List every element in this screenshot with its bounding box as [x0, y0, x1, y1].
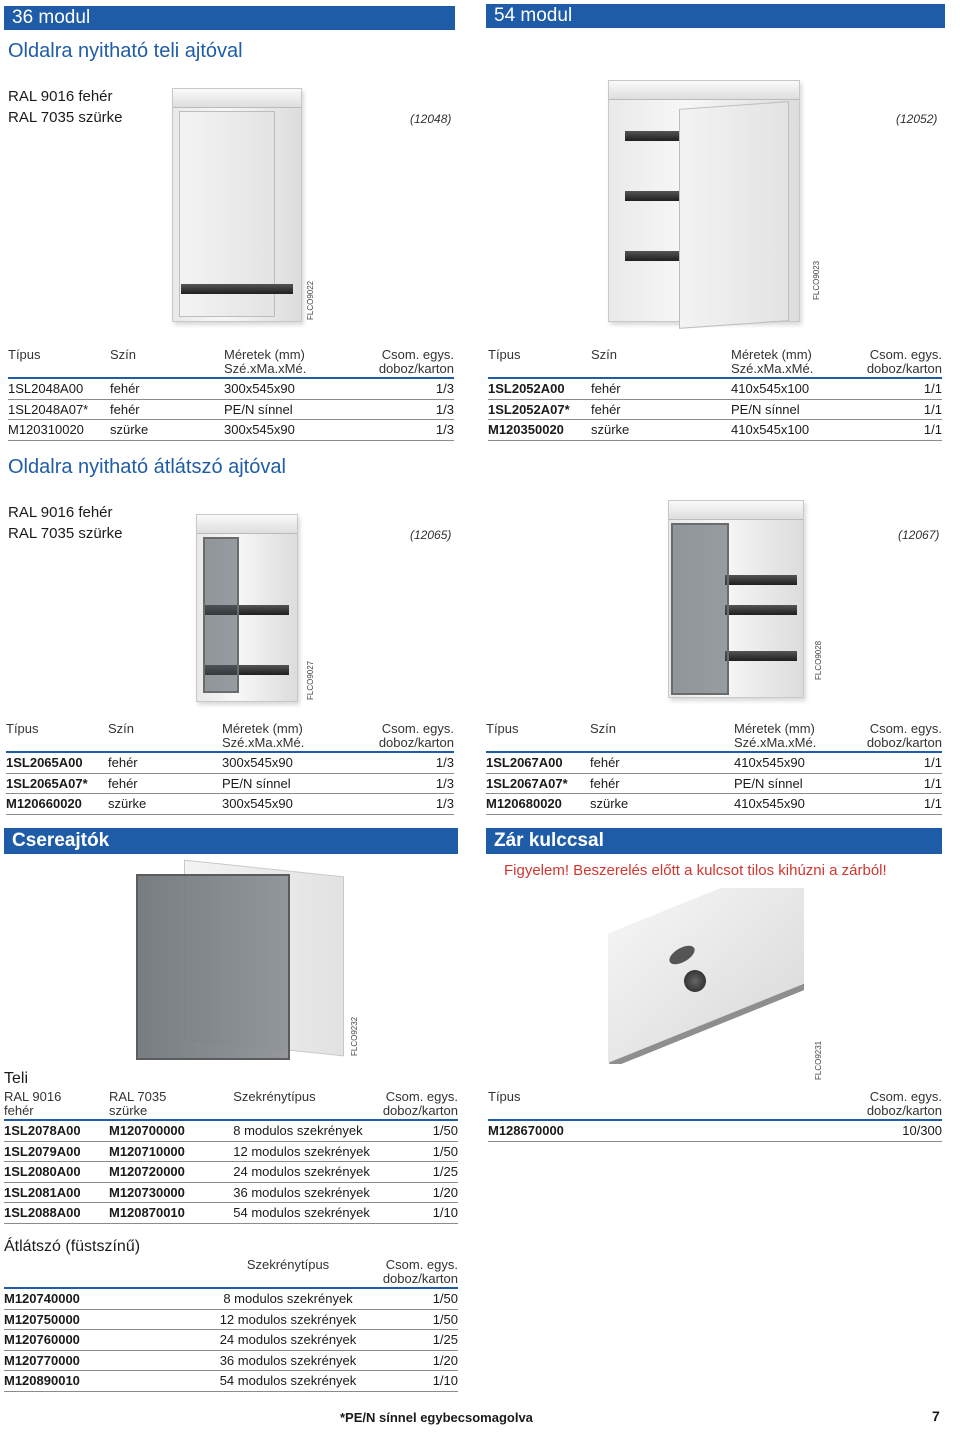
table-row: 1SL2052A07* fehér PE/N sínnel 1/1	[488, 399, 942, 420]
table-row: M120750000 12 modulos szekrények 1/50	[4, 1309, 458, 1330]
spec-table-lock	[488, 1090, 942, 1142]
table-row: 1SL2065A07* fehér PE/N sínnel 1/3	[6, 773, 454, 794]
table-row: M120310020 szürke 300x545x90 1/3	[8, 420, 454, 441]
th-ral7035: RAL 7035 szürke	[109, 1090, 233, 1120]
table-row: M120660020 szürke 300x545x90 1/3	[6, 794, 454, 815]
th-csom: Csom. egys. doboz/karton	[861, 348, 942, 378]
spec-table-54	[488, 348, 942, 441]
th-szin: Szín	[110, 348, 224, 378]
th-ral9016: RAL 9016 fehér	[4, 1090, 109, 1120]
th-csom: Csom. egys. doboz/karton	[372, 1258, 458, 1288]
table-row: 1SL2048A00 fehér 300x545x90 1/3	[8, 378, 454, 399]
th-tipus: Típus	[488, 348, 591, 378]
teli-label: Teli	[4, 1070, 29, 1087]
ral-grey: RAL 7035 szürke	[8, 525, 123, 542]
th-csom: Csom. egys. doboz/karton	[354, 348, 454, 378]
subtitle-atlatszo-ajto: Oldalra nyitható átlátszó ajtóval	[8, 456, 286, 478]
table-row: M120680020 szürke 410x545x90 1/1	[486, 794, 942, 815]
table-row: M128670000 10/300	[488, 1120, 942, 1141]
spec-table-36-transparent	[6, 722, 454, 815]
th-szin: Szín	[590, 722, 734, 752]
table-row: 1SL2067A07* fehér PE/N sínnel 1/1	[486, 773, 942, 794]
ral-white: RAL 9016 fehér	[8, 88, 113, 105]
image-code: FLCO9232	[350, 1016, 359, 1056]
table-row: 1SL2080A00 M120720000 24 modulos szekrények 1/25	[4, 1162, 458, 1183]
table-row: 1SL2079A00 M120710000 12 modulos szekrények 1/50	[4, 1141, 458, 1162]
table-row: M120350020 szürke 410x545x100 1/1	[488, 420, 942, 441]
ref-number: (12052)	[896, 112, 938, 126]
th-szin: Szín	[108, 722, 222, 752]
subtitle-teli-ajto: Oldalra nyitható teli ajtóval	[8, 40, 243, 62]
ref-number: (12048)	[410, 112, 452, 126]
table-row: 1SL2052A00 fehér 410x545x100 1/1	[488, 378, 942, 399]
table-row: 1SL2078A00 M120700000 8 modulos szekrények 1/50	[4, 1120, 458, 1141]
product-image-lock	[608, 888, 804, 1064]
table-row: 1SL2048A07* fehér PE/N sínnel 1/3	[8, 399, 454, 420]
th-szekrenytipus: Szekrénytípus	[204, 1258, 372, 1288]
product-image-cabinet-54-transparent	[668, 500, 804, 698]
section-bar-36-modul: 36 modul	[4, 6, 455, 30]
product-image-spare-doors	[128, 862, 346, 1058]
spec-table-36	[8, 348, 454, 441]
th-csom: Csom. egys. doboz/karton	[738, 1090, 942, 1120]
footnote: *PE/N sínnel egybecsomagolva	[340, 1410, 533, 1425]
ral-white: RAL 9016 fehér	[8, 504, 113, 521]
table-row: 1SL2081A00 M120730000 36 modulos szekrények 1/20	[4, 1182, 458, 1203]
table-row: M120740000 8 modulos szekrények 1/50	[4, 1288, 458, 1309]
th-meretek: Méretek (mm) Szé.xMa.xMé.	[222, 722, 352, 752]
th-szin: Szín	[591, 348, 731, 378]
table-row: 1SL2088A00 M120870010 54 modulos szekrények 1/10	[4, 1203, 458, 1224]
spec-table-54-transparent	[486, 722, 942, 815]
spec-table-transparent-doors	[4, 1258, 458, 1392]
warning-text: Figyelem! Beszerelés előtt a kulcsot tilos kihúzni a zárból!	[504, 862, 887, 879]
section-bar-54-modul: 54 modul	[486, 4, 945, 28]
image-code: FLCO9023	[812, 260, 821, 300]
table-row: M120890010 54 modulos szekrények 1/10	[4, 1371, 458, 1392]
product-image-cabinet-36	[172, 88, 302, 322]
th-meretek: Méretek (mm) Szé.xMa.xMé.	[734, 722, 860, 752]
atlatszo-label: Átlátszó (füstszínű)	[4, 1238, 141, 1255]
th-empty	[4, 1258, 204, 1288]
ref-number: (12067)	[898, 528, 940, 542]
th-tipus: Típus	[488, 1090, 738, 1120]
th-meretek: Méretek (mm) Szé.xMa.xMé.	[224, 348, 354, 378]
th-csom: Csom. egys. doboz/karton	[860, 722, 942, 752]
ref-number: (12065)	[410, 528, 452, 542]
spec-table-spare-doors	[4, 1090, 458, 1224]
product-image-cabinet-36-transparent	[196, 514, 298, 702]
table-row: M120770000 36 modulos szekrények 1/20	[4, 1350, 458, 1371]
image-code: FLCO9231	[814, 1040, 823, 1080]
th-csom: Csom. egys. doboz/karton	[382, 1089, 458, 1118]
th-szekrenytipus: Szekrénytípus	[233, 1090, 383, 1120]
table-row: 1SL2065A00 fehér 300x545x90 1/3	[6, 752, 454, 773]
th-tipus: Típus	[6, 722, 108, 752]
image-code: FLCO9027	[306, 660, 315, 700]
th-meretek: Méretek (mm) Szé.xMa.xMé.	[731, 348, 861, 378]
section-bar-zar-kulccsal: Zár kulccsal	[486, 828, 942, 854]
th-tipus: Típus	[486, 722, 590, 752]
image-code: FLCO9028	[814, 640, 823, 680]
th-tipus: Típus	[8, 348, 110, 378]
product-image-cabinet-54	[608, 80, 800, 322]
ral-grey: RAL 7035 szürke	[8, 109, 123, 126]
th-csom: Csom. egys. doboz/karton	[352, 722, 454, 752]
page-number: 7	[932, 1408, 940, 1424]
table-row: M120760000 24 modulos szekrények 1/25	[4, 1330, 458, 1351]
image-code: FLCO9022	[306, 280, 315, 320]
section-bar-csereajtok: Cserеajtók	[4, 828, 458, 854]
table-row: 1SL2067A00 fehér 410x545x90 1/1	[486, 752, 942, 773]
